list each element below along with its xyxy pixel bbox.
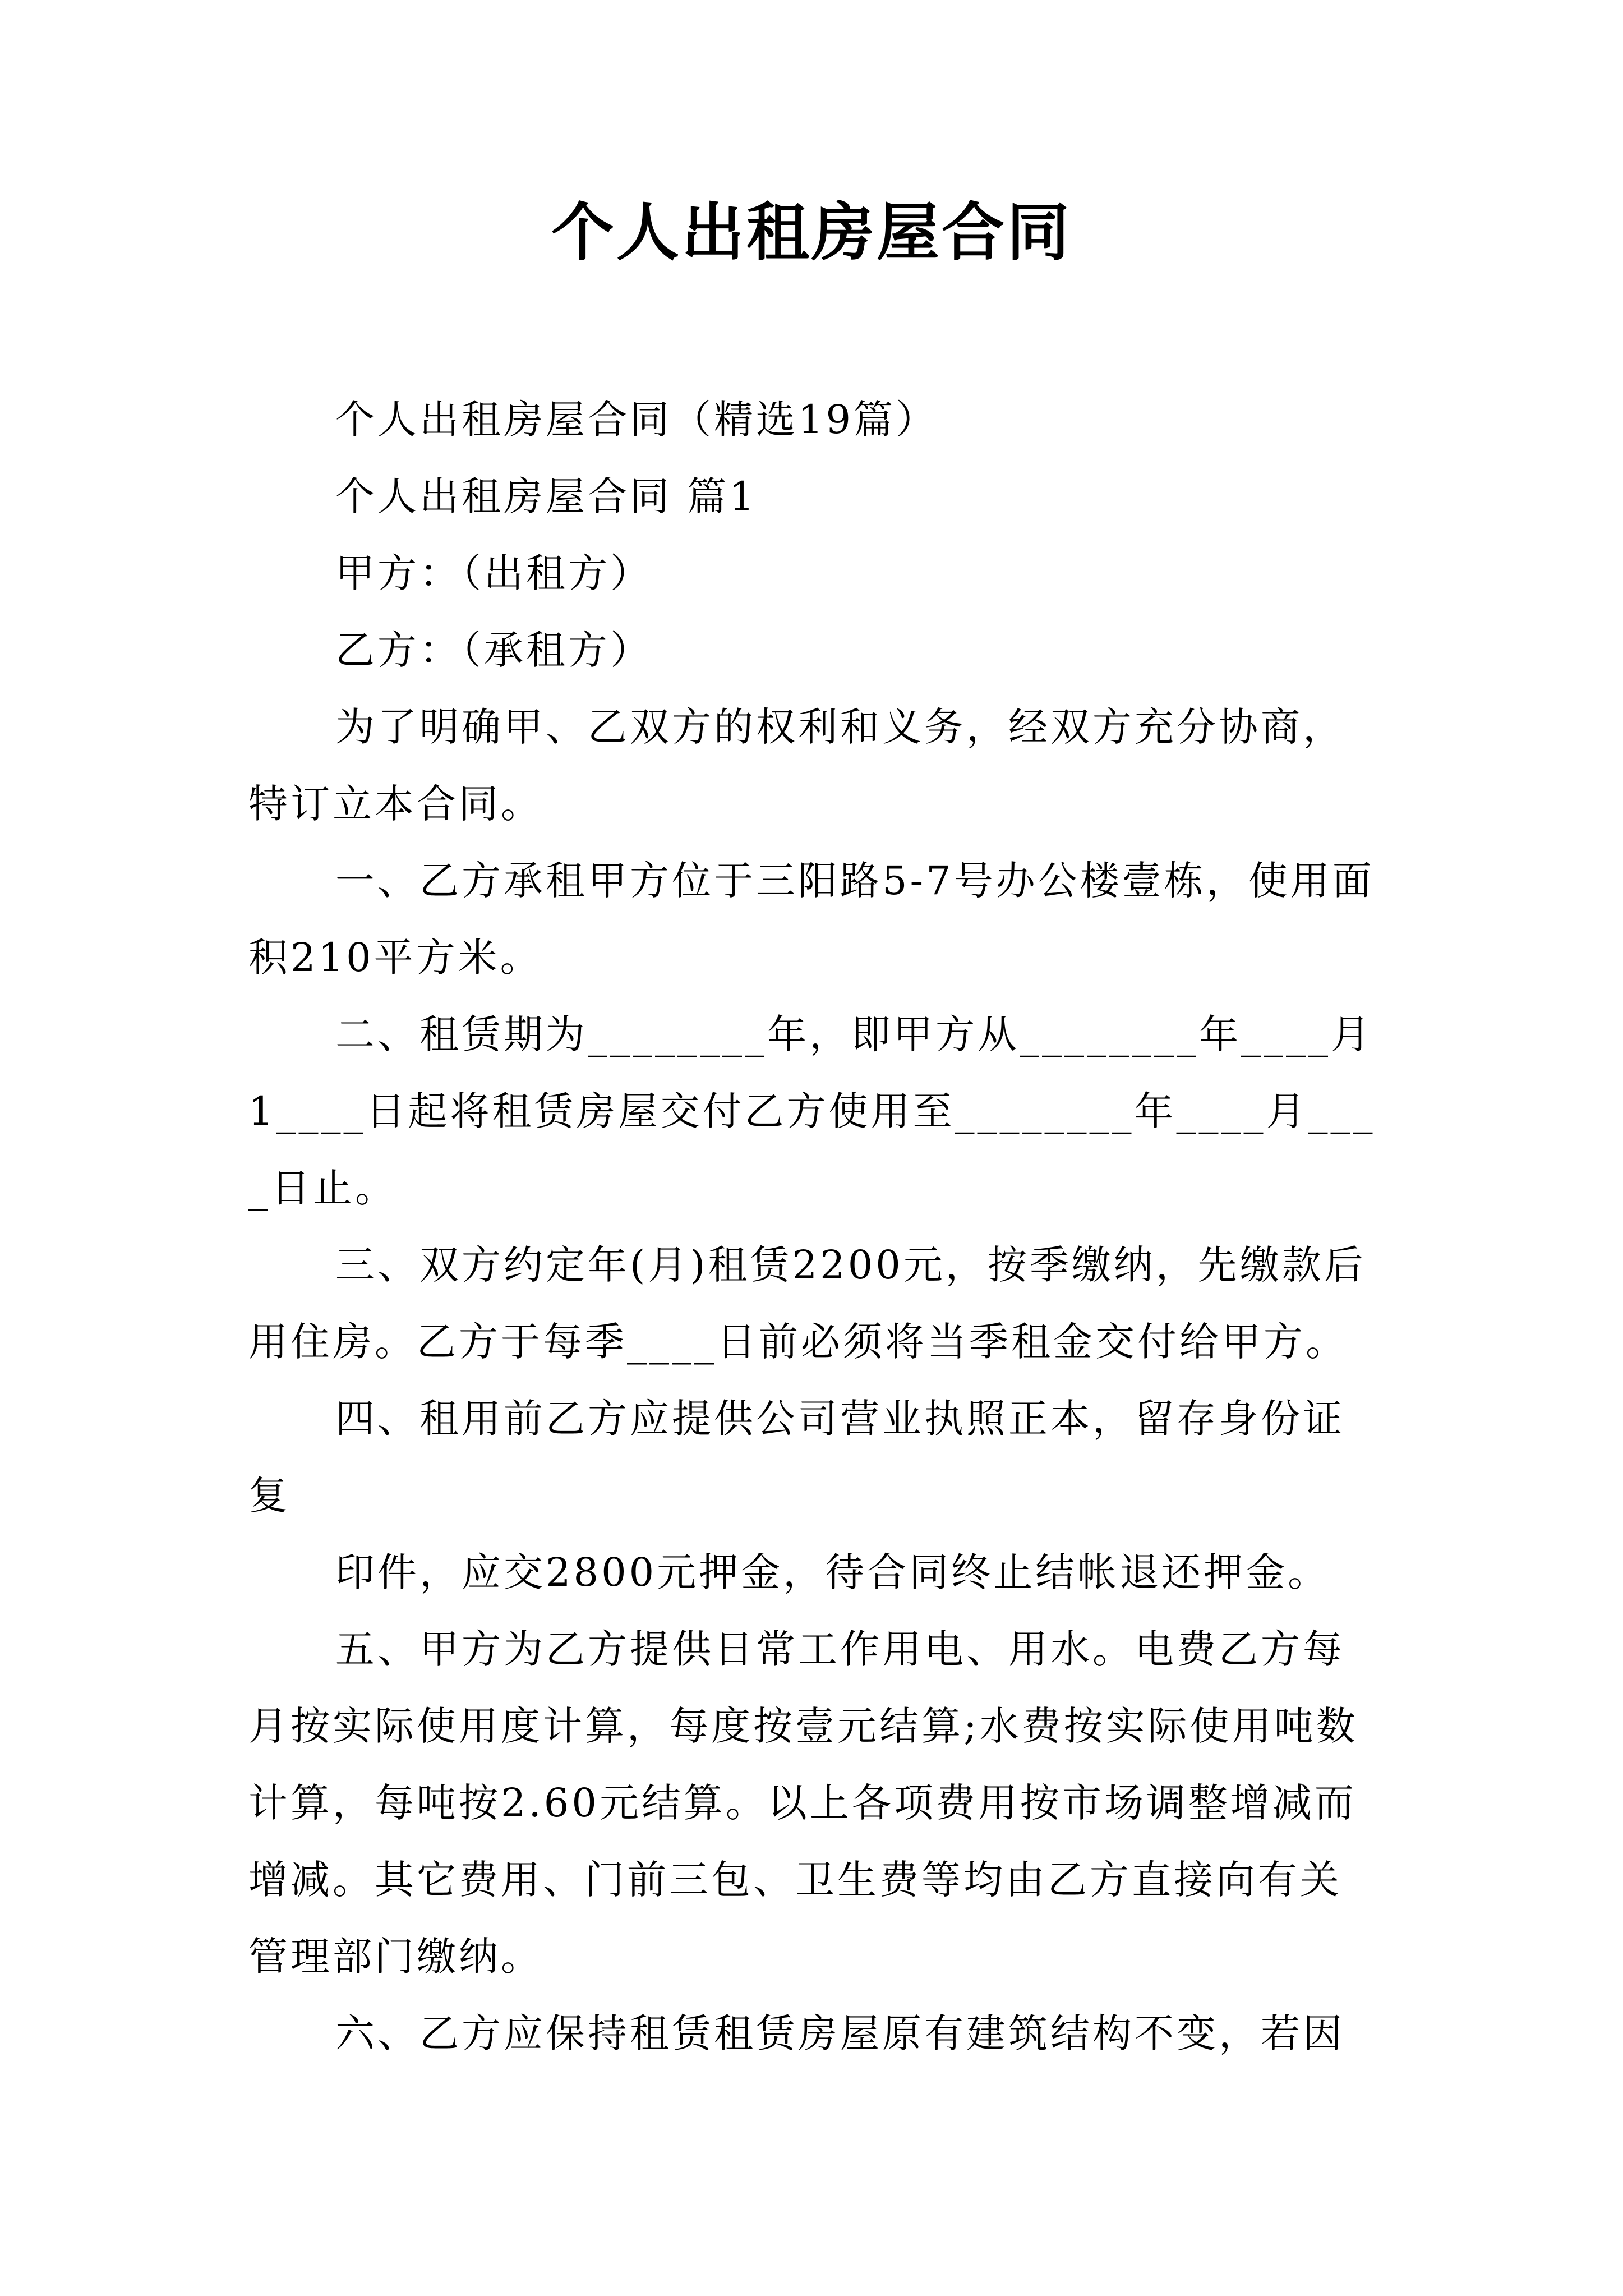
document-title: 个人出租房屋合同	[551, 196, 1072, 269]
paragraph-preamble: 为了明确甲、乙双方的权利和义务，经双方充分协商，特订立本合同。	[248, 704, 1345, 827]
paragraph-clause-6: 六、乙方应保持租赁租赁房屋原有建筑结构不变，若因	[335, 2010, 1345, 2056]
paragraph-clause-3: 三、双方约定年(月)租赁2200元，按季缴纳，先缴款后用住房。乙方于每季____日前必须将当季租金交付给甲方。	[248, 1242, 1366, 1365]
paragraph-section-heading: 个人出租房屋合同 篇1	[335, 473, 757, 519]
paragraph-subtitle: 个人出租房屋合同（精选19篇）	[335, 397, 938, 443]
document-body	[248, 381, 1376, 2072]
paragraph-clause-5: 五、甲方为乙方提供日常工作用电、用水。电费乙方每月按实际使用度计算，每度按壹元结算;水费按实际使用吨数计算，每吨按2.60元结算。以上各项费用按市场调整增减而增减。其它费用、门前三包、卫生费等均由乙方直接向有关管理部门缴纳。	[248, 1626, 1358, 1980]
paragraph-clause-4-cont: 印件，应交2800元押金，待合同终止结帐退还押金。	[335, 1549, 1330, 1595]
paragraph-party-a: 甲方：（出租方）	[335, 550, 652, 596]
paragraph-party-b: 乙方：（承租方）	[335, 627, 652, 673]
paragraph-clause-4: 四、租用前乙方应提供公司营业执照正本，留存身份证复	[248, 1396, 1345, 1519]
paragraph-clause-1: 一、乙方承租甲方位于三阳路5-7号办公楼壹栋，使用面积210平方米。	[248, 858, 1375, 981]
paragraph-clause-2: 二、租赁期为________年，即甲方从________年____月1____日起将租赁房屋交付乙方使用至________年____月____日止。	[248, 1011, 1376, 1211]
